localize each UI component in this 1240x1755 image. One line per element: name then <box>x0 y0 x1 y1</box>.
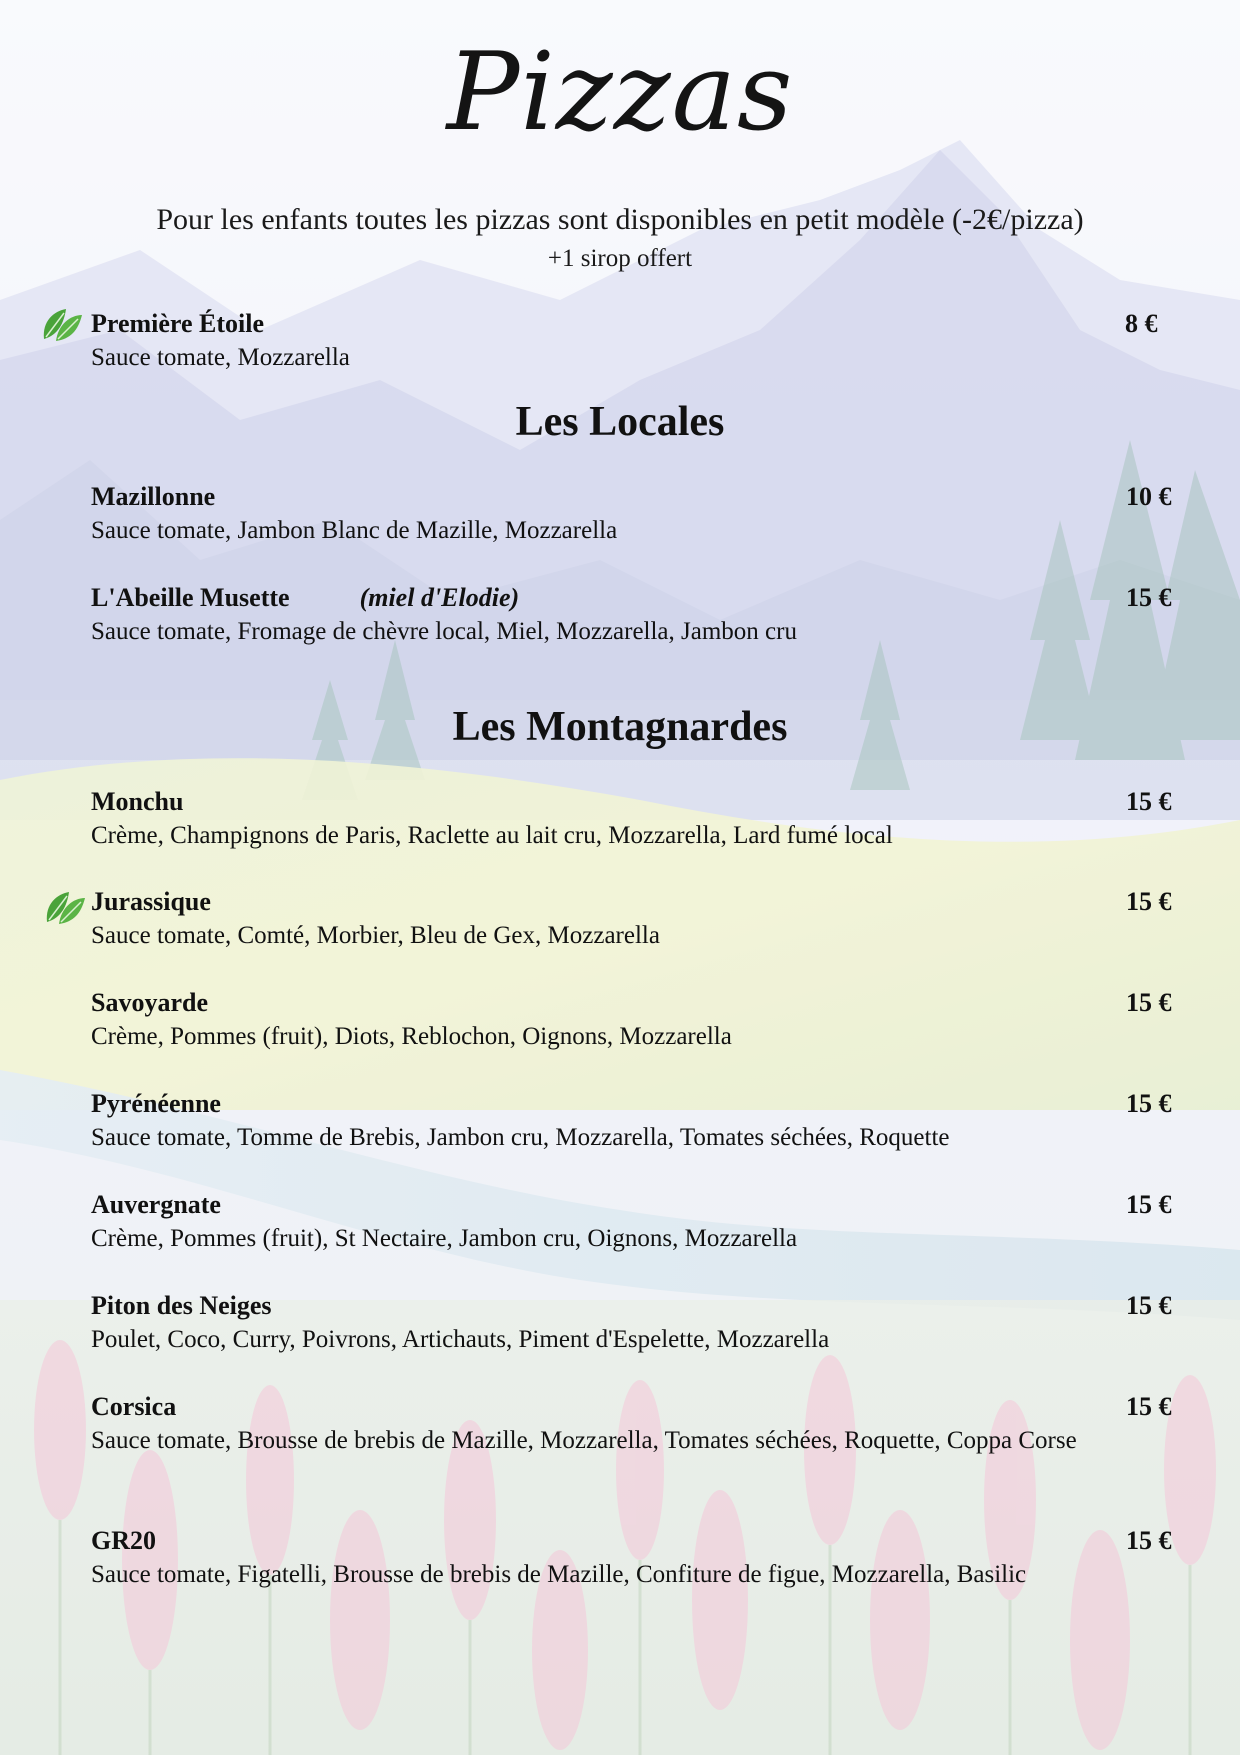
menu-item <box>91 885 1181 953</box>
item-price: 15 € <box>1126 1190 1172 1219</box>
item-price: 15 € <box>1126 1291 1172 1320</box>
section-title-locales: Les Locales <box>515 399 725 445</box>
item-description: Sauce tomate, Mozzarella <box>91 344 350 371</box>
item-name: Piton des Neiges <box>91 1291 272 1320</box>
leaf-icon <box>40 303 84 343</box>
item-price: 15 € <box>1126 887 1172 916</box>
item-name: L'Abeille Musette <box>91 583 290 612</box>
item-name: Savoyarde <box>91 988 208 1017</box>
item-name: Corsica <box>91 1392 177 1421</box>
menu-item <box>91 480 1181 548</box>
item-price: 15 € <box>1126 1089 1172 1118</box>
item-description: Sauce tomate, Comté, Morbier, Bleu de Gex, Mozzarella <box>91 922 660 949</box>
item-price: 8 € <box>1125 309 1158 338</box>
item-price: 15 € <box>1126 787 1172 816</box>
item-name: Mazillonne <box>91 482 216 511</box>
kids-note: Pour les enfants toutes les pizzas sont disponibles en petit modèle (-2€/pizza) <box>156 203 1084 236</box>
menu-item <box>91 1087 1181 1155</box>
menu-item <box>91 1524 1181 1592</box>
item-description: Sauce tomate, Tomme de Brebis, Jambon cru, Mozzarella, Tomates séchées, Roquette <box>91 1124 950 1151</box>
item-description: Crème, Pommes (fruit), St Nectaire, Jambon cru, Oignons, Mozzarella <box>91 1225 798 1252</box>
item-name: Pyrénéenne <box>91 1089 221 1118</box>
item-price: 15 € <box>1126 1392 1172 1421</box>
item-description: Poulet, Coco, Curry, Poivrons, Artichauts, Piment d'Espelette, Mozzarella <box>91 1326 830 1353</box>
item-name: Monchu <box>91 787 184 816</box>
item-description: Crème, Pommes (fruit), Diots, Reblochon, Oignons, Mozzarella <box>91 1023 732 1050</box>
item-name-row <box>91 581 1181 615</box>
item-name: Jurassique <box>91 887 211 916</box>
item-description: Sauce tomate, Jambon Blanc de Mazille, Mozzarella <box>91 517 618 544</box>
item-price: 15 € <box>1126 583 1172 612</box>
item-price: 10 € <box>1126 482 1172 511</box>
item-description: Crème, Champignons de Paris, Raclette au lait cru, Mozzarella, Lard fumé local <box>91 822 893 849</box>
item-price: 15 € <box>1126 988 1172 1017</box>
item-name: GR20 <box>91 1526 156 1555</box>
item-price: 15 € <box>1126 1526 1172 1555</box>
item-description: Sauce tomate, Figatelli, Brousse de brebis de Mazille, Confiture de figue, Mozzarella, Basilic <box>91 1561 1027 1588</box>
menu-item <box>91 307 1181 375</box>
menu-item <box>91 1289 1181 1357</box>
menu-title: Pizzas <box>446 30 794 155</box>
item-name: Auvergnate <box>91 1190 221 1219</box>
item-description: Sauce tomate, Fromage de chèvre local, Miel, Mozzarella, Jambon cru <box>91 618 797 645</box>
section-title-montagnardes: Les Montagnardes <box>452 704 788 750</box>
item-name: Première Étoile <box>91 309 265 338</box>
menu-item <box>91 1390 1181 1458</box>
item-note: (miel d'Elodie) <box>359 583 520 612</box>
leaf-icon <box>43 886 87 926</box>
menu-item <box>91 581 1181 649</box>
menu-item <box>91 986 1181 1054</box>
menu-item <box>91 1188 1181 1256</box>
menu-item <box>91 785 1181 853</box>
item-description: Sauce tomate, Brousse de brebis de Mazille, Mozzarella, Tomates séchées, Roquette, Coppa Corse <box>91 1427 1077 1454</box>
sirop-note: +1 sirop offert <box>547 245 693 272</box>
